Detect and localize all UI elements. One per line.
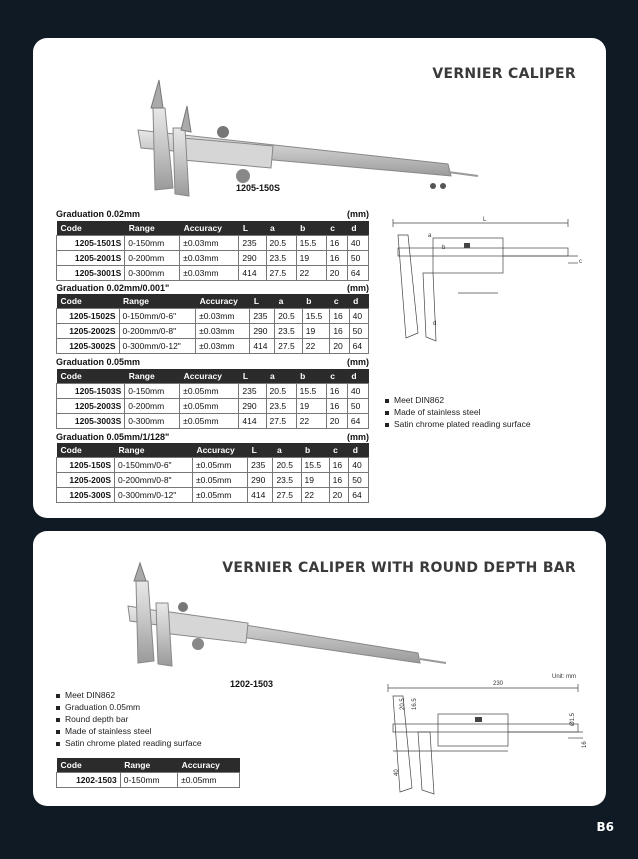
dim-label-d: d <box>433 321 437 327</box>
dim-label-L: L <box>483 217 487 223</box>
table-row <box>57 472 369 487</box>
graduation-text: Graduation 0.05mm <box>56 357 141 367</box>
spec-table <box>56 369 369 429</box>
graduation-label <box>56 357 369 367</box>
page-number: B6 <box>596 820 614 834</box>
table-row <box>57 323 369 338</box>
table-row <box>57 457 369 472</box>
column-header: Accuracy <box>180 369 239 383</box>
table-row <box>57 265 369 280</box>
table-cell: 23.5 <box>273 472 301 487</box>
table-cell: 16 <box>326 235 347 250</box>
unit-label: (mm) <box>347 283 369 293</box>
column-header: Range <box>125 369 180 383</box>
table-cell: 235 <box>239 383 266 398</box>
column-header: L <box>248 443 273 457</box>
table-cell: 40 <box>347 235 368 250</box>
table-cell: 16 <box>326 250 347 265</box>
table-cell: 19 <box>301 472 329 487</box>
spec-table <box>56 758 240 788</box>
table-cell: 0-150mm/0-6" <box>115 457 193 472</box>
column-header: d <box>349 443 369 457</box>
table-cell: 22 <box>296 265 326 280</box>
feature-item: Meet DIN862 <box>56 689 202 701</box>
product-code: 1205-150S <box>57 457 115 472</box>
caliper-photo <box>88 561 448 681</box>
column-header: Range <box>120 758 177 772</box>
product-code: 1205-1503S <box>57 383 125 398</box>
column-header: Code <box>57 221 125 235</box>
table-row <box>57 235 369 250</box>
table-cell: 16 <box>330 308 349 323</box>
table-row <box>57 338 369 353</box>
table-cell: 19 <box>296 250 326 265</box>
vernier-caliper-panel <box>33 38 606 518</box>
table-cell: 64 <box>349 338 368 353</box>
graduation-label <box>56 209 369 219</box>
table-cell: 290 <box>248 472 273 487</box>
table-header-row <box>57 443 369 457</box>
table-cell: 15.5 <box>301 457 329 472</box>
feature-list <box>385 394 531 430</box>
table-cell: 0-300mm <box>125 413 180 428</box>
product-code: 1205-1502S <box>57 308 120 323</box>
table-cell: 23.5 <box>266 398 296 413</box>
table-header-row <box>57 369 369 383</box>
table-cell: 414 <box>248 487 273 502</box>
table-cell: 19 <box>302 323 330 338</box>
table-row <box>57 487 369 502</box>
image-caption: 1205-150S <box>236 183 281 193</box>
table-cell: 27.5 <box>275 338 303 353</box>
dim-label-a: a <box>428 233 432 239</box>
table-header-row <box>57 221 369 235</box>
dim-label-d1: 20.5 <box>400 698 406 710</box>
table-cell: 0-200mm/0-8" <box>115 472 193 487</box>
image-caption: 1202-1503 <box>230 679 274 689</box>
column-header: b <box>296 369 326 383</box>
table-cell: 22 <box>301 487 329 502</box>
product-code: 1205-3002S <box>57 338 120 353</box>
table-header-row <box>57 758 240 772</box>
table-cell: 27.5 <box>273 487 301 502</box>
dim-label-d5: 16 <box>582 741 588 748</box>
spec-table <box>56 221 369 281</box>
table-row <box>57 250 369 265</box>
table-cell: 20 <box>329 487 349 502</box>
spec-table <box>56 294 369 354</box>
column-header: Code <box>57 369 125 383</box>
table-cell: 0-150mm <box>125 235 180 250</box>
table-cell: ±0.03mm <box>196 323 250 338</box>
table-cell: 27.5 <box>266 413 296 428</box>
table-cell: 20 <box>326 265 347 280</box>
technical-drawing <box>378 213 588 363</box>
table-cell: 290 <box>239 250 266 265</box>
table-cell: 0-150mm <box>125 383 180 398</box>
column-header: c <box>326 221 347 235</box>
table-cell: 16 <box>326 383 347 398</box>
unit-label: (mm) <box>347 432 369 442</box>
depth-bar-caliper-panel <box>33 531 606 806</box>
table-row <box>57 383 369 398</box>
dim-label-length: 230 <box>493 681 504 687</box>
feature-item: Made of stainless steel <box>385 406 531 418</box>
table-cell: 414 <box>239 413 266 428</box>
table-cell: 19 <box>296 398 326 413</box>
feature-item: Round depth bar <box>56 713 202 725</box>
table-cell: 40 <box>349 457 369 472</box>
table-cell: 50 <box>349 472 369 487</box>
column-header: Range <box>115 443 193 457</box>
dim-label-d2: 16.5 <box>412 698 418 710</box>
table-cell: 22 <box>302 338 330 353</box>
table-cell: 290 <box>250 323 275 338</box>
table-cell: 414 <box>250 338 275 353</box>
column-header: L <box>250 294 275 308</box>
table-cell: ±0.05mm <box>192 472 247 487</box>
table-cell: ±0.03mm <box>180 235 239 250</box>
table-cell: 0-150mm/0-6" <box>119 308 196 323</box>
column-header: Code <box>57 443 115 457</box>
column-header: c <box>330 294 349 308</box>
table-cell: 235 <box>248 457 273 472</box>
product-code: 1205-200S <box>57 472 115 487</box>
table-cell: 0-150mm <box>120 772 177 787</box>
table-cell: ±0.03mm <box>196 308 250 323</box>
table-cell: 0-200mm <box>125 250 180 265</box>
table-cell: 20 <box>330 338 349 353</box>
table-header-row <box>57 294 369 308</box>
column-header: Accuracy <box>180 221 239 235</box>
product-code: 1205-2003S <box>57 398 125 413</box>
graduation-text: Graduation 0.02mm/0.001" <box>56 283 170 293</box>
column-header: a <box>266 221 296 235</box>
table-cell: 15.5 <box>296 235 326 250</box>
feature-item: Meet DIN862 <box>385 394 531 406</box>
table-row <box>57 308 369 323</box>
table-cell: 15.5 <box>302 308 330 323</box>
table-row <box>57 413 369 428</box>
table-cell: 16 <box>329 472 349 487</box>
table-cell: 414 <box>239 265 266 280</box>
graduation-text: Graduation 0.05mm/1/128" <box>56 432 170 442</box>
table-cell: 15.5 <box>296 383 326 398</box>
table-cell: 64 <box>349 487 369 502</box>
table-cell: 20 <box>326 413 347 428</box>
table-cell: 23.5 <box>275 323 303 338</box>
table-cell: 0-300mm/0-12" <box>119 338 196 353</box>
column-header: Code <box>57 294 120 308</box>
unit-note: Unit: mm <box>552 674 576 680</box>
column-header: b <box>302 294 330 308</box>
unit-label: (mm) <box>347 357 369 367</box>
table-cell: 40 <box>347 383 368 398</box>
column-header: Range <box>119 294 196 308</box>
table-cell: 50 <box>347 250 368 265</box>
product-code: 1202-1503 <box>57 772 121 787</box>
table-cell: 0-200mm <box>125 398 180 413</box>
dim-label-d4: Ø1.5 <box>570 712 576 726</box>
table-cell: 16 <box>326 398 347 413</box>
table-cell: ±0.05mm <box>178 772 240 787</box>
table-cell: 20.5 <box>266 235 296 250</box>
product-code: 1205-300S <box>57 487 115 502</box>
table-cell: ±0.03mm <box>180 265 239 280</box>
table-cell: 27.5 <box>266 265 296 280</box>
column-header: a <box>275 294 303 308</box>
table-cell: 50 <box>347 398 368 413</box>
table-cell: ±0.03mm <box>196 338 250 353</box>
unit-label: (mm) <box>347 209 369 219</box>
column-header: b <box>301 443 329 457</box>
feature-item: Made of stainless steel <box>56 725 202 737</box>
dim-label-d3: 40 <box>394 769 400 776</box>
table-cell: 0-300mm <box>125 265 180 280</box>
column-header: a <box>266 369 296 383</box>
technical-drawing <box>378 676 593 801</box>
table-cell: 290 <box>239 398 266 413</box>
column-header: Accuracy <box>192 443 247 457</box>
table-cell: 16 <box>330 323 349 338</box>
table-cell: ±0.05mm <box>180 398 239 413</box>
column-header: d <box>347 369 368 383</box>
column-header: L <box>239 369 266 383</box>
table-cell: 22 <box>296 413 326 428</box>
column-header: d <box>347 221 368 235</box>
column-header: Accuracy <box>178 758 240 772</box>
product-code: 1205-3001S <box>57 265 125 280</box>
table-row <box>57 398 369 413</box>
column-header: c <box>329 443 349 457</box>
graduation-text: Graduation 0.02mm <box>56 209 141 219</box>
caliper-photo <box>93 68 483 208</box>
product-code: 1205-1501S <box>57 235 125 250</box>
graduation-label <box>56 283 369 293</box>
table-cell: ±0.05mm <box>180 383 239 398</box>
section-title: VERNIER CALIPER WITH ROUND DEPTH BAR <box>222 560 576 576</box>
table-cell: 20.5 <box>275 308 303 323</box>
table-cell: ±0.05mm <box>180 413 239 428</box>
table-cell: 235 <box>239 235 266 250</box>
column-header: a <box>273 443 301 457</box>
feature-item: Graduation 0.05mm <box>56 701 202 713</box>
table-cell: 64 <box>347 413 368 428</box>
column-header: b <box>296 221 326 235</box>
table-cell: ±0.03mm <box>180 250 239 265</box>
dim-label-b: b <box>442 245 446 251</box>
table-row <box>57 772 240 787</box>
table-cell: ±0.05mm <box>192 487 247 502</box>
column-header: L <box>239 221 266 235</box>
feature-item: Satin chrome plated reading surface <box>56 737 202 749</box>
graduation-label <box>56 432 369 442</box>
table-cell: 20.5 <box>273 457 301 472</box>
column-header: d <box>349 294 368 308</box>
table-cell: ±0.05mm <box>192 457 247 472</box>
product-code: 1205-2001S <box>57 250 125 265</box>
dim-label-c: c <box>579 259 582 265</box>
table-cell: 20.5 <box>266 383 296 398</box>
table-cell: 235 <box>250 308 275 323</box>
table-cell: 64 <box>347 265 368 280</box>
section-title: VERNIER CALIPER <box>432 66 576 82</box>
product-code: 1205-2002S <box>57 323 120 338</box>
table-cell: 40 <box>349 308 368 323</box>
product-code: 1205-3003S <box>57 413 125 428</box>
table-cell: 23.5 <box>266 250 296 265</box>
feature-list <box>56 689 202 749</box>
table-cell: 0-300mm/0-12" <box>115 487 193 502</box>
column-header: Range <box>125 221 180 235</box>
spec-table <box>56 443 369 503</box>
column-header: Code <box>57 758 121 772</box>
table-cell: 50 <box>349 323 368 338</box>
feature-item: Satin chrome plated reading surface <box>385 418 531 430</box>
table-cell: 0-200mm/0-8" <box>119 323 196 338</box>
column-header: Accuracy <box>196 294 250 308</box>
column-header: c <box>326 369 347 383</box>
table-cell: 16 <box>329 457 349 472</box>
